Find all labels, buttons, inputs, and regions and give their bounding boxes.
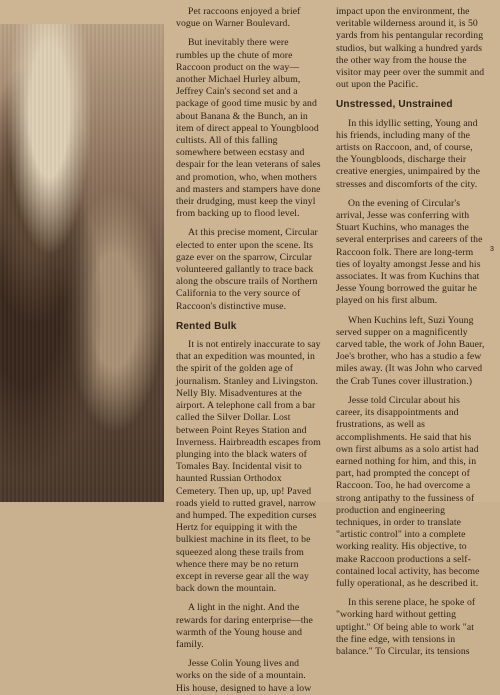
- section-heading: Unstressed, Unstrained: [336, 99, 453, 111]
- section-heading: Rented Bulk: [176, 320, 237, 332]
- paragraph: In this idyllic setting, Young and his friends, including many of the artists on Raccoon, and, of course, the Youngbloods, discharge their creative energies, unimpaired by the stresses and discomforts of the city.: [336, 117, 480, 190]
- paragraph: It is not entirely inaccurate to say that an expedition was mounted, in the spirit of the golden age of journalism. Stanley and Livingston. Nelly Bly. Misadventures at the airport. A telephone call from a bar called the Silver Dollar. Lost between Point Reyes Station and Inverness. Hairbreadth escapes from plunging into the black waters of Tomales Bay. Incidental visit to haunted Russian Orthodox Cemetery. Then up, up, up! Paved roads yield to rutted gravel, narrow and humped. The expedition curses Hertz for equipping it with the bulkiest machine in its fleet, to be squeezed along these trails from whence there may be no return except in reverse gear all the way back down the mountain.: [176, 339, 321, 595]
- paragraph: A light in the night. And the rewards for daring enterprise—the warmth of the Young house and family.: [176, 602, 313, 650]
- paragraph: In this serene place, he spoke of "working hard without getting uptight." Of being able to work "at the fine edge, with tensions in balance." To Circular, its tensions: [336, 597, 476, 657]
- paragraph: But inevitably there were rumbles up the chute of more Raccoon product on the way—another Michael Hurley album, Jeffrey Cain's second set and a package of good time music by and about Banana & the Bunch, an in item of direct appeal to Youngblood cultists. All of this falling somewhere between ecstasy and despair for the lean veterans of sales and promotion, who, when mothers and masters and stampers have done their drudging, must keep the vinyl from backing up to flood level.: [176, 37, 321, 220]
- text-column-left: [176, 0, 322, 694]
- paragraph: When Kuchins left, Suzi Young served supper on a magnificently carved table, the work of John Bauer, Joe's brother, who has a studio a few miles away. (It was John who carved the Crab Tunes cover illustration.): [336, 314, 485, 387]
- text-column-right: [336, 0, 486, 657]
- paragraph: Jesse told Circular about his career, its disappointments and frustrations, as well as accomplishments. He said that his own first albums as a solo artist had earned nothing for him, and this, in part, had prompted the concept of Raccoon. Too, he had overcome a strong antipathy to the fussiness of production and engineering techniques, in order to translate "artistic control" into a complete working reality. His objective, to make Raccoon productions a self-contained local activity, has become fully operational, as he described it.: [336, 394, 480, 589]
- photograph-man-in-sheepskin-coat: [0, 24, 164, 502]
- paragraph: Jesse Colin Young lives and works on the side of a mountain. His house, designed to have a low: [176, 658, 312, 694]
- paragraph: Pet raccoons enjoyed a brief vogue on Warner Boulevard.: [176, 6, 301, 30]
- paragraph: On the evening of Circular's arrival, Jesse was conferring with Stuart Kuchins, who manages the several enterprises and careers of the Raccoon folk. There are long-term ties of loyalty amongst Jesse and his associates. It was from Kuchins that Jesse Young borrowed the guitar he played on his first album.: [336, 197, 483, 307]
- paragraph: At this precise moment, Circular elected to enter upon the scene. Its gaze ever on the sparrow, Circular volunteered gallantly to trace back along the obscure trails of Northern California to the very source of Raccoon's distinctive muse.: [176, 227, 318, 312]
- paragraph: impact upon the environment, the veritable wilderness around it, is 50 yards from his pentangular recording studios, but walking a hundred yards the other way from the house the visitor may peer over the summit and out upon the Pacific.: [336, 6, 485, 91]
- page-number: 3: [490, 246, 494, 253]
